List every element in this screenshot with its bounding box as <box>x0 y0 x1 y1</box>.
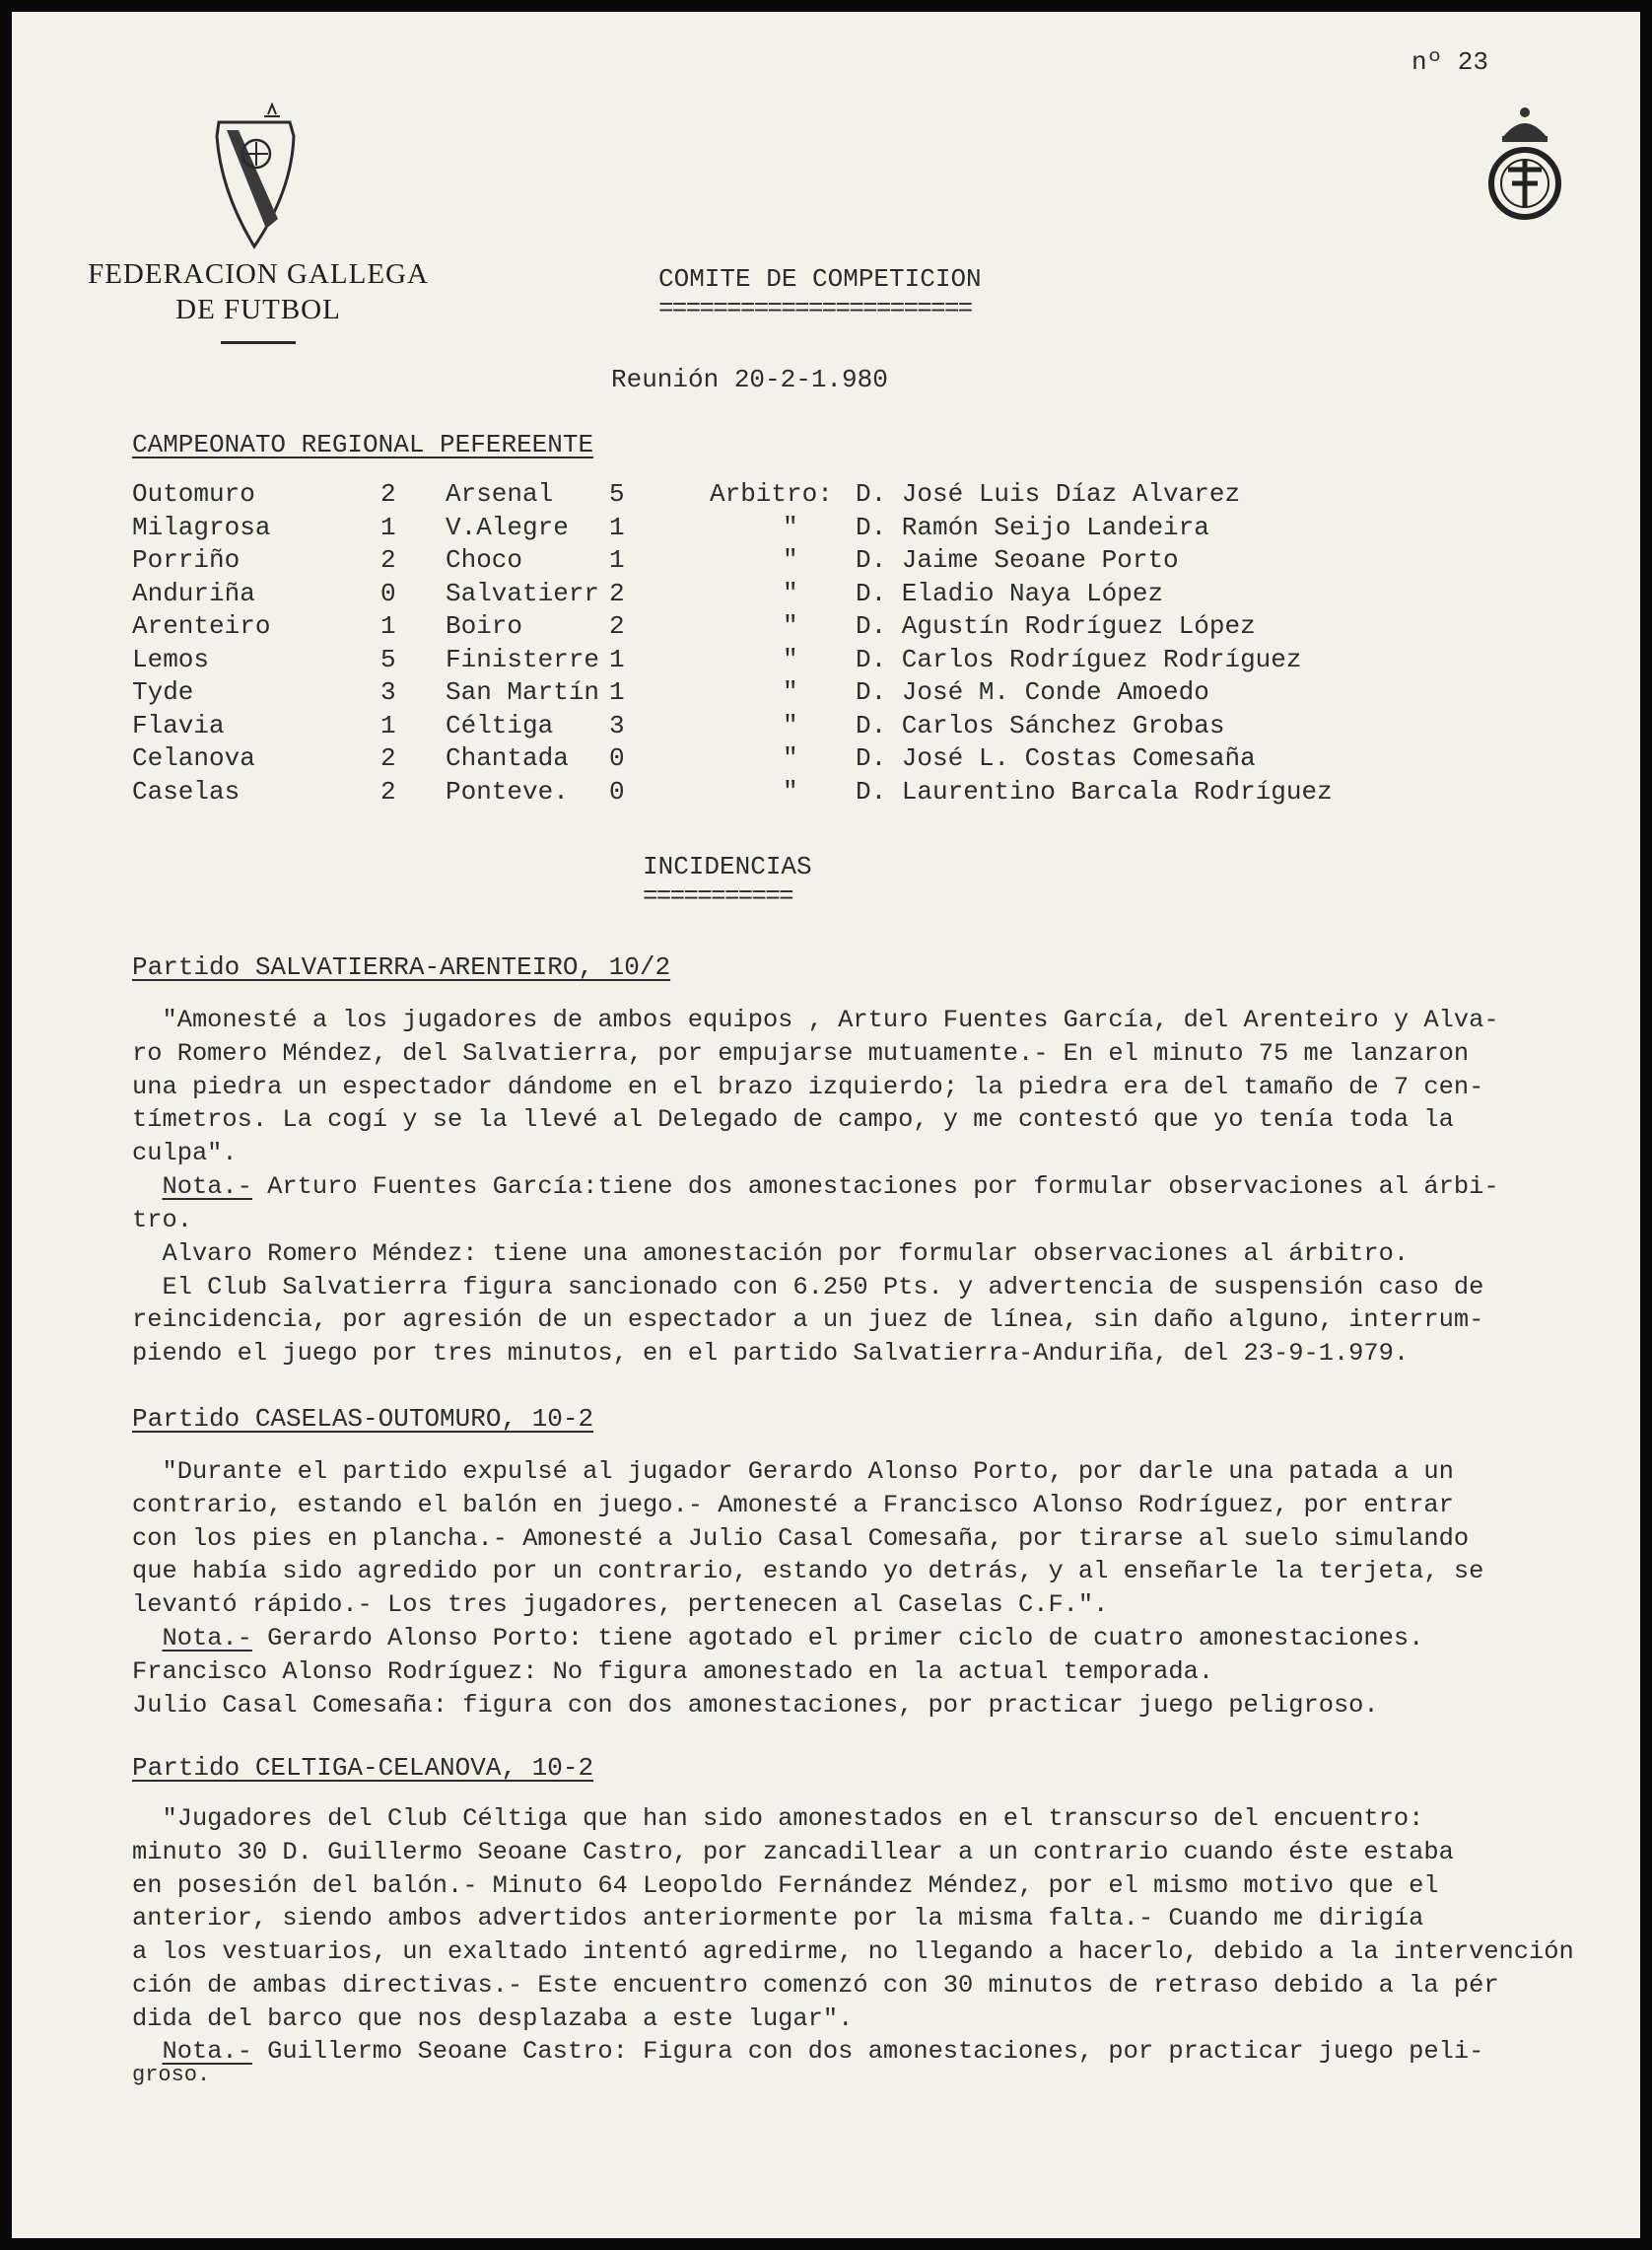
home-team: Outomuro <box>132 479 255 509</box>
away-team: Céltiga <box>446 710 554 740</box>
away-goals: 0 <box>609 743 625 773</box>
section-quote: "Durante el partido expulsé al jugador Gerardo Alonso Porto, por darle una patada a un contrario, estando el balón en juego.- Amonesté a Francisco Alonso Rodríguez, por entrar con los pies en plancha.- Amonesté a Julio Casal Comesaña, por tirarse al suelo simulando que había sido agredido por un contrario, estando yo detrás, y al enseñarle la terjeta, se levantó rápido.- Los tres jugadores, pertenecen al Caselas C.F.". <box>132 1457 1484 1620</box>
incidencias-underline: =========== <box>643 881 792 911</box>
federation-name-line2: DE FUTBOL <box>175 294 341 325</box>
page-number: nº 23 <box>1411 47 1489 77</box>
committee-title-underline: ======================= <box>658 294 972 323</box>
referee-label: " <box>783 644 798 674</box>
home-team: Milagrosa <box>132 512 271 542</box>
home-team: Celanova <box>132 743 255 773</box>
home-team: Porriño <box>132 545 241 575</box>
note-label: Nota.- <box>162 1624 252 1652</box>
note-first-line: Guillermo Seoane Castro: Figura con dos amonestaciones, por practicar juego peli- <box>251 2037 1484 2066</box>
section-note-body: tro. Alvaro Romero Méndez: tiene una amonestación por formular observaciones al árbitro. El Club Salvatierra figura sancionado con 6.250 Pts. y advertencia de suspensión caso de reincidencia, por agresión de un espectador a un juez de línea, sin daño alguno, interrum- piendo el juego por tres minutos, en el partido Salvatierra-Anduriña, del 23-9-1.979. <box>132 1206 1484 1369</box>
home-team: Anduriña <box>132 578 255 608</box>
referee-name: D. José Luis Díaz Alvarez <box>856 479 1241 509</box>
incidencias-heading: INCIDENCIAS <box>643 852 812 881</box>
section-heading: Partido SALVATIERRA-ARENTEIRO, 10/2 <box>132 952 671 982</box>
away-team: Arsenal <box>446 479 554 509</box>
section-quote: "Jugadores del Club Céltiga que han sido amonestados en el transcurso del encuentro: minuto 30 D. Guillermo Seoane Castro, por zancadillear a un contrario cuando éste estaba en posesión del balón.- Minuto 64 Leopoldo Fernández Méndez, por el mismo motivo que el anterior, siendo ambos advertidos anteriormente por la misma falta.- Cuando me dirigía a los vestuarios, un exaltado intentó agredirme, no llegando a hacerlo, debido a la intervención ción de ambas directivas.- Este encuentro comenzó con 30 minutos de retraso debido a la pér dida del barco que nos desplazaba a este lugar". <box>132 1804 1574 2033</box>
referee-label: " <box>783 545 798 575</box>
home-goals: 2 <box>380 743 396 773</box>
away-goals: 1 <box>609 677 625 707</box>
away-goals: 0 <box>609 776 625 807</box>
home-goals: 2 <box>380 545 396 575</box>
referee-label: " <box>783 776 798 807</box>
referee-label: Arbitro: <box>710 479 833 509</box>
referee-name: D. Eladio Naya López <box>856 578 1164 608</box>
note-label: Nota.- <box>162 1172 252 1201</box>
away-goals: 3 <box>609 710 625 740</box>
away-team: V.Alegre <box>446 512 569 542</box>
section-heading: Partido CASELAS-OUTOMURO, 10-2 <box>132 1404 594 1434</box>
section-note-body: groso. <box>132 2063 211 2087</box>
home-goals: 1 <box>380 512 396 542</box>
away-goals: 2 <box>609 611 625 641</box>
note-first-line: Arturo Fuentes García:tiene dos amonestaciones por formular observaciones al árbi- <box>251 1172 1499 1201</box>
away-goals: 1 <box>609 545 625 575</box>
referee-name: D. José M. Conde Amoedo <box>856 677 1209 707</box>
section-heading: Partido CELTIGA-CELANOVA, 10-2 <box>132 1753 594 1783</box>
note-first-line: Gerardo Alonso Porto: tiene agotado el primer ciclo de cuatro amonestaciones. <box>251 1624 1424 1652</box>
crowned-emblem-logo <box>1480 103 1569 233</box>
away-team: Boiro <box>446 611 523 641</box>
federation-name-line1: FEDERACION GALLEGA <box>88 258 429 290</box>
home-team: Tyde <box>132 677 194 707</box>
referee-label: " <box>783 743 798 773</box>
referee-name: D. Carlos Rodríguez Rodríguez <box>856 644 1302 674</box>
away-team: Chantada <box>446 743 569 773</box>
home-goals: 1 <box>380 710 396 740</box>
referee-name: D. Laurentino Barcala Rodríguez <box>856 776 1333 807</box>
home-goals: 2 <box>380 776 396 807</box>
away-team: Finisterre <box>446 644 600 674</box>
referee-name: D. Ramón Seijo Landeira <box>856 512 1209 542</box>
federation-name-rule <box>221 341 296 344</box>
committee-title: COMITE DE COMPETICION <box>658 264 982 294</box>
referee-label: " <box>783 710 798 740</box>
referee-label: " <box>783 611 798 641</box>
referee-name: D. Carlos Sánchez Grobas <box>856 710 1225 740</box>
referee-name: D. Agustín Rodríguez López <box>856 611 1256 641</box>
away-team: Ponteve. <box>446 776 569 807</box>
referee-label: " <box>783 578 798 608</box>
home-goals: 5 <box>380 644 396 674</box>
championship-heading: CAMPEONATO REGIONAL PEFEREENTE <box>132 430 594 459</box>
referee-name: D. José L. Costas Comesaña <box>856 743 1256 773</box>
away-team: Choco <box>446 545 523 575</box>
section-quote: "Amonesté a los jugadores de ambos equipos , Arturo Fuentes García, del Arenteiro y Alva- ro Romero Méndez, del Salvatierra, por empujarse mutuamente.- En el minuto 75 me lanzaron una piedra un espectador dándome en el brazo izquierdo; la piedra era del tamaño de 7 cen- tímetros. La cogí y se la llevé al Delegado de campo, y me contestó que yo tenía toda la culpa". <box>132 1006 1499 1168</box>
home-goals: 0 <box>380 578 396 608</box>
referee-label: " <box>783 512 798 542</box>
section-note <box>132 1622 1423 1655</box>
away-goals: 1 <box>609 644 625 674</box>
home-team: Arenteiro <box>132 611 271 641</box>
home-goals: 3 <box>380 677 396 707</box>
document-page <box>12 12 1640 2238</box>
meeting-date: Reunión 20-2-1.980 <box>611 365 888 394</box>
home-goals: 2 <box>380 479 396 509</box>
home-team: Caselas <box>132 776 241 807</box>
home-goals: 1 <box>380 611 396 641</box>
home-team: Flavia <box>132 710 225 740</box>
section-note-body: Francisco Alonso Rodríguez: No figura amonestado en la actual temporada. Julio Casal Comesaña: figura con dos amonestaciones, por practicar juego peligroso. <box>132 1657 1379 1720</box>
section-note <box>132 2035 1483 2069</box>
note-label: Nota.- <box>162 2037 252 2066</box>
home-team: Lemos <box>132 644 210 674</box>
away-goals: 2 <box>609 578 625 608</box>
referee-label: " <box>783 677 798 707</box>
away-goals: 5 <box>609 479 625 509</box>
federation-shield-logo <box>209 103 308 258</box>
away-team: San Martín <box>446 677 600 707</box>
away-goals: 1 <box>609 512 625 542</box>
section-note <box>132 1170 1499 1204</box>
referee-name: D. Jaime Seoane Porto <box>856 545 1179 575</box>
away-team: Salvatierr <box>446 578 600 608</box>
